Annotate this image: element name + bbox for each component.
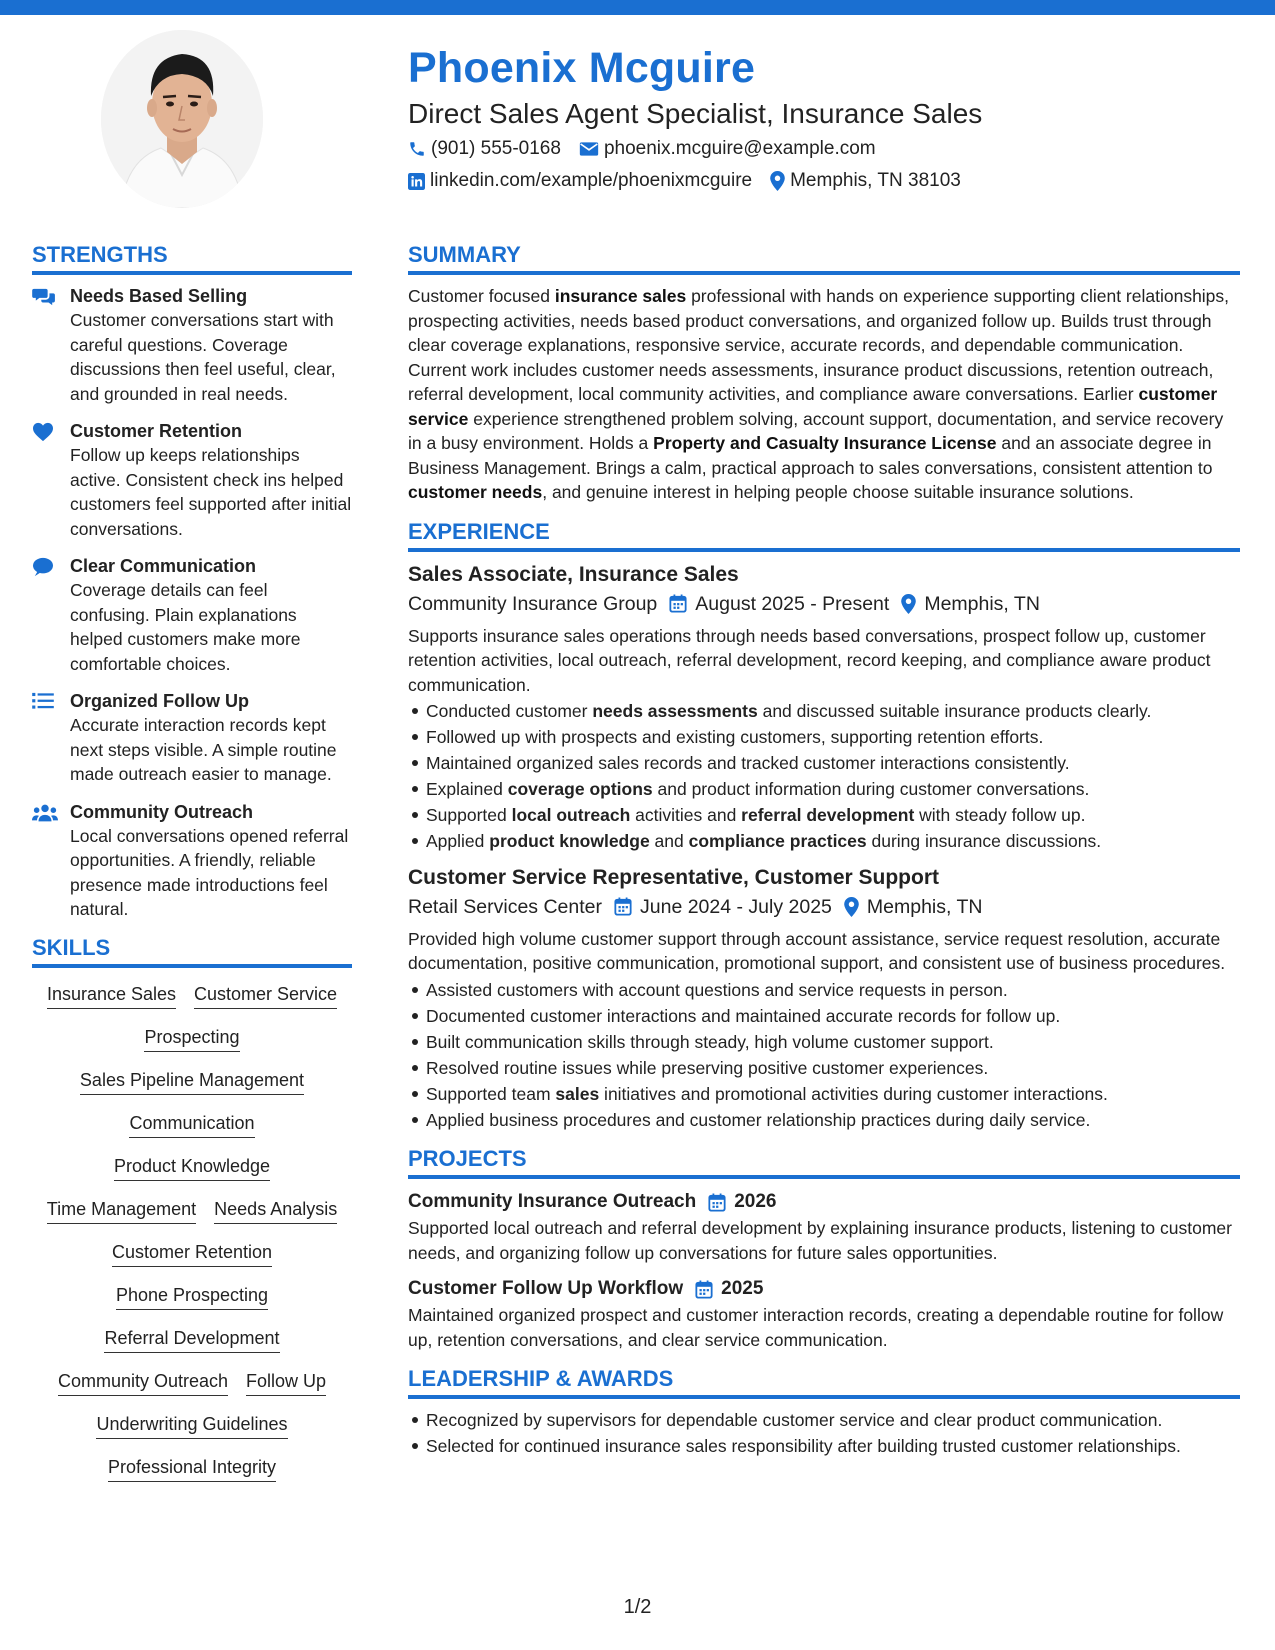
speech-bubble-icon — [32, 554, 70, 676]
job-company: Retail Services Center — [408, 895, 602, 918]
project-year-text: 2026 — [734, 1191, 777, 1212]
bullet-item: Documented customer interactions and maintained accurate records for follow up. — [408, 1004, 1240, 1029]
bullet-item: Built communication skills through steady, high volume customer support. — [408, 1030, 1240, 1055]
bold-phrase: Property and Casualty Insurance License — [653, 433, 997, 453]
linkedin-url[interactable]: linkedin.com/example/phoenixmcguire — [430, 170, 753, 191]
candidate-name: Phoenix Mcguire — [408, 44, 756, 92]
summary-heading: SUMMARY — [408, 242, 1240, 275]
job-entry — [408, 561, 1240, 854]
strength-item — [32, 419, 352, 541]
skill-tag: Referral Development — [104, 1326, 279, 1353]
skills-row — [32, 1025, 352, 1052]
list-icon — [32, 689, 70, 787]
strength-item — [32, 800, 352, 922]
skills-row — [32, 1369, 352, 1396]
bullet-item: Supported local outreach activities and referral development with steady follow up. — [408, 803, 1240, 828]
skills-row — [32, 1412, 352, 1439]
project-header — [408, 1188, 1240, 1216]
job-meta — [408, 892, 1240, 922]
bold-phrase: local outreach — [511, 805, 631, 825]
bullet-item: Applied product knowledge and compliance practices during insurance discussions. — [408, 829, 1240, 854]
strength-title: Needs Based Selling — [70, 286, 248, 306]
bullet-item: Explained coverage options and product information during customer conversations. — [408, 777, 1240, 802]
contact-linkedin[interactable] — [408, 166, 752, 196]
skill-tag: Follow Up — [246, 1369, 326, 1396]
skill-tag: Prospecting — [144, 1025, 239, 1052]
left-column — [32, 242, 352, 1484]
bullet-item: Conducted customer needs assessments and discussed suitable insurance products clearly. — [408, 699, 1240, 724]
contact-row-1 — [408, 134, 1248, 164]
skills-row — [32, 1455, 352, 1482]
phone-number: (901) 555-0168 — [431, 138, 561, 159]
skill-tag: Professional Integrity — [108, 1455, 276, 1482]
map-pin-icon — [844, 897, 859, 917]
job-dates-text: August 2025 - Present — [695, 592, 890, 615]
bold-phrase: referral development — [741, 805, 915, 825]
top-accent-bar — [0, 0, 1275, 15]
project-entry — [408, 1275, 1240, 1352]
location-text: Memphis, TN 38103 — [790, 170, 961, 191]
skill-tag: Time Management — [47, 1197, 196, 1224]
skill-tag: Community Outreach — [58, 1369, 228, 1396]
strength-body — [70, 554, 352, 676]
envelope-icon — [579, 141, 599, 157]
strength-description: Customer conversations start with careful questions. Coverage discussions then feel useful, clear, and grounded in real needs. — [70, 310, 336, 404]
strength-description: Accurate interaction records kept next steps visible. A simple routine made outreach easier to manage. — [70, 715, 337, 784]
strength-item — [32, 689, 352, 787]
skill-tag: Insurance Sales — [47, 982, 176, 1009]
phone-icon — [408, 140, 426, 158]
strength-item — [32, 554, 352, 676]
skill-tag: Needs Analysis — [214, 1197, 337, 1224]
awards-list — [408, 1408, 1240, 1459]
project-description: Supported local outreach and referral development by explaining insurance products, listening to customer needs, and organizing follow up conversations for future sales opportunities. — [408, 1218, 1232, 1263]
contact-phone — [408, 134, 561, 164]
bullet-item: Followed up with prospects and existing customers, supporting retention efforts. — [408, 725, 1240, 750]
job-role: Sales Associate, Insurance Sales — [408, 562, 739, 586]
skill-tag: Underwriting Guidelines — [96, 1412, 287, 1439]
skill-tag: Customer Service — [194, 982, 337, 1009]
project-description: Maintained organized prospect and customer interaction records, creating a dependable routine for follow up, retention conversations, and clear service communication. — [408, 1305, 1224, 1350]
job-dates — [614, 892, 832, 922]
users-icon — [32, 800, 70, 922]
bold-phrase: customer service — [408, 384, 1218, 429]
skill-tag: Communication — [129, 1111, 254, 1138]
bullet-item: Supported team sales initiatives and promotional activities during customer interactions. — [408, 1082, 1240, 1107]
email-address[interactable]: phoenix.mcguire@example.com — [603, 138, 876, 159]
strength-description: Local conversations opened referral opportunities. A friendly, reliable presence made introductions feel natural. — [70, 825, 349, 919]
bold-phrase: customer needs — [408, 482, 543, 502]
map-pin-icon — [901, 594, 916, 614]
experience-heading: EXPERIENCE — [408, 519, 1240, 552]
bold-phrase: sales — [555, 1083, 600, 1104]
job-description: Supports insurance sales operations through needs based conversations, prospect follow up, customer retention activities, local outreach, referral development, record keeping, and compliance aware product communication. — [408, 625, 1211, 695]
skills-row — [32, 1068, 352, 1095]
strength-body — [70, 800, 352, 922]
skill-tag: Customer Retention — [112, 1240, 272, 1267]
project-year — [695, 1275, 763, 1303]
job-dates-text: June 2024 - July 2025 — [640, 895, 832, 918]
strength-body — [70, 419, 352, 541]
job-description: Provided high volume customer support through account assistance, service request resolution, accurate documentation, positive communication, promotional support, and consistent use of business procedures. — [408, 928, 1226, 973]
linkedin-icon — [408, 173, 425, 190]
skills-row — [32, 1283, 352, 1310]
job-bullets — [408, 699, 1240, 854]
job-location-text: Memphis, TN — [866, 895, 983, 918]
strength-title: Organized Follow Up — [70, 691, 249, 711]
job-company: Community Insurance Group — [408, 592, 658, 615]
experience-list — [408, 561, 1240, 1133]
job-entry — [408, 864, 1240, 1133]
calendar-icon — [695, 1280, 713, 1299]
job-role: Customer Service Representative, Customer Support — [408, 865, 939, 889]
strength-item — [32, 284, 352, 406]
bullet-item: Resolved routine issues while preserving positive customer experiences. — [408, 1056, 1240, 1081]
skills-row — [32, 1197, 352, 1224]
right-column — [408, 242, 1240, 1460]
job-dates — [669, 589, 889, 619]
skills-row — [32, 982, 352, 1009]
strength-body — [70, 284, 352, 406]
skill-tag: Phone Prospecting — [116, 1283, 268, 1310]
skills-heading: SKILLS — [32, 935, 352, 968]
strength-description: Follow up keeps relationships active. Consistent check ins helped customers feel supported after initial conversations. — [70, 445, 352, 539]
project-year-text: 2025 — [721, 1278, 764, 1299]
skills-row — [32, 1326, 352, 1353]
summary-text: Customer focused insurance sales professional with hands on experience supporting client relationships, prospecting activities, needs based product conversations, and organized follow up. Builds trust through clear coverage explanations, responsive service, accurate records, and dependable communication. Current work includes customer needs assessments, insurance product discussions, retention outreach, referral development, local community activities, and compliance aware conversations. Earlier customer service experience strengthened problem solving, account support, documentation, and service recovery in a busy environment. Holds a Property and Casualty Insurance License and an associate degree in Business Management. Brings a calm, practical approach to sales conversations, consistent attention to customer needs, and genuine interest in helping people choose suitable insurance solutions. — [408, 286, 1230, 502]
bullet-item: Maintained organized sales records and tracked customer interactions consistently. — [408, 751, 1240, 776]
contact-row-2 — [408, 166, 1248, 196]
skill-tag: Sales Pipeline Management — [80, 1068, 304, 1095]
bold-phrase: compliance practices — [688, 831, 867, 851]
map-pin-icon — [770, 171, 785, 191]
job-location-text: Memphis, TN — [924, 592, 1040, 615]
calendar-icon — [708, 1193, 726, 1212]
projects-list — [408, 1188, 1240, 1352]
strength-title: Customer Retention — [70, 421, 243, 441]
awards-heading: LEADERSHIP & AWARDS — [408, 1366, 1240, 1399]
strength-body — [70, 689, 352, 787]
bold-phrase: insurance sales — [554, 286, 687, 306]
project-name: Customer Follow Up Workflow — [408, 1278, 684, 1299]
bold-phrase: product knowledge — [489, 831, 650, 851]
job-bullets — [408, 978, 1240, 1133]
calendar-icon — [669, 594, 687, 613]
job-meta — [408, 589, 1240, 619]
skills-row — [32, 1111, 352, 1138]
contact-location — [770, 166, 961, 196]
bullet-item: Assisted customers with account questions and service requests in person. — [408, 978, 1240, 1003]
award-item: Recognized by supervisors for dependable customer service and clear product communication. — [408, 1408, 1240, 1433]
skill-tag: Product Knowledge — [114, 1154, 270, 1181]
strength-title: Community Outreach — [70, 801, 254, 822]
skills-row — [32, 1240, 352, 1267]
bullet-item: Applied business procedures and customer relationship practices during daily service. — [408, 1108, 1240, 1133]
comments-icon — [32, 284, 70, 406]
strength-description: Coverage details can feel confusing. Plain explanations helped customers make more comfortable choices. — [70, 580, 301, 674]
skills-row — [32, 1154, 352, 1181]
heart-icon — [32, 419, 70, 541]
calendar-icon — [614, 897, 632, 916]
resume-header — [408, 42, 1248, 196]
bold-phrase: coverage options — [507, 779, 653, 799]
project-name: Community Insurance Outreach — [408, 1191, 697, 1212]
project-entry — [408, 1188, 1240, 1265]
award-item: Selected for continued insurance sales responsibility after building trusted customer relationships. — [408, 1434, 1240, 1459]
profile-photo — [101, 30, 263, 208]
project-year — [708, 1188, 776, 1216]
skills-list — [32, 980, 352, 1484]
strengths-list — [32, 284, 352, 922]
job-location — [901, 589, 1040, 619]
job-location — [844, 892, 983, 922]
projects-heading: PROJECTS — [408, 1146, 1240, 1179]
strengths-heading: STRENGTHS — [32, 242, 352, 275]
project-header — [408, 1275, 1240, 1303]
strength-title: Clear Communication — [70, 556, 257, 576]
candidate-title: Direct Sales Agent Specialist, Insurance Sales — [408, 98, 983, 129]
bold-phrase: needs assessments — [592, 701, 758, 721]
contact-email[interactable] — [579, 134, 876, 164]
page-number: 1/2 — [623, 1596, 652, 1618]
